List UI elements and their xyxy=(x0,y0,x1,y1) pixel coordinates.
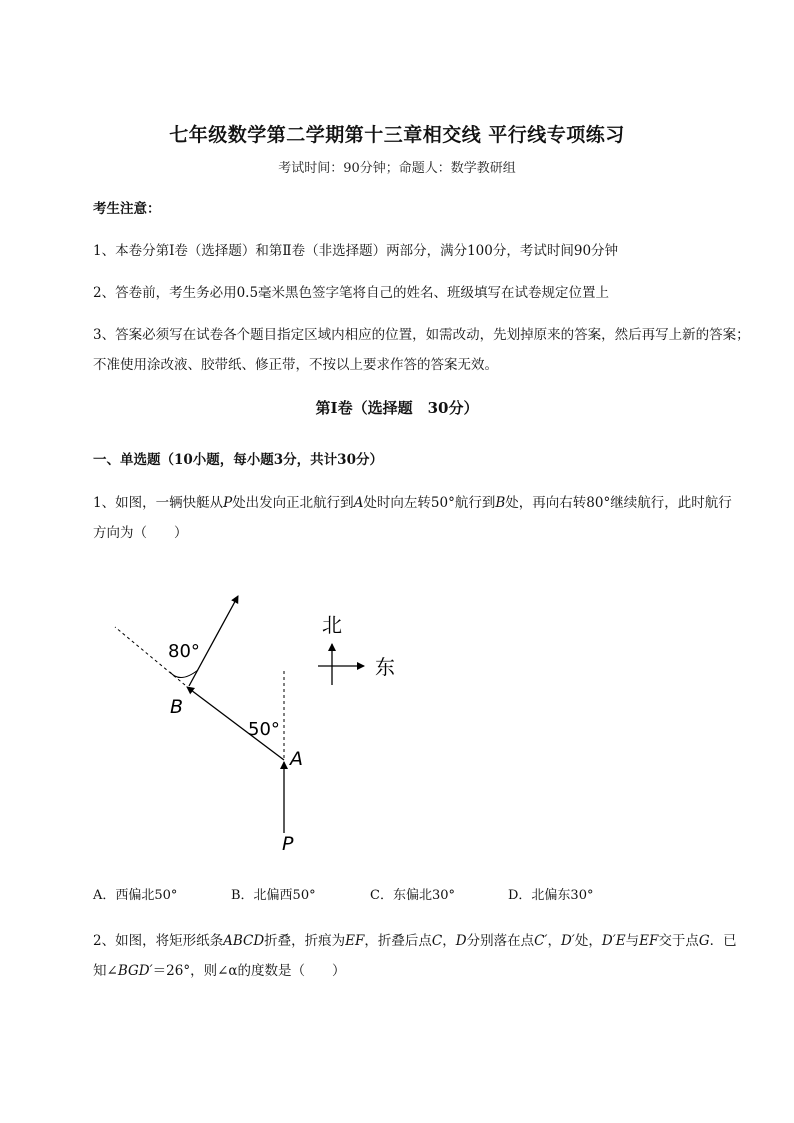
q2-text: 处， xyxy=(574,933,602,949)
option-a[interactable]: A．西偏北50° xyxy=(93,888,178,903)
q2-text: 分别落在点 xyxy=(466,933,535,949)
option-b[interactable]: B．北偏西50° xyxy=(231,888,316,903)
point-p-label: P xyxy=(282,833,294,855)
q1-text: 1、如图，一辆快艇从 xyxy=(93,495,224,511)
question-2-text xyxy=(93,926,741,986)
point-b-label: B xyxy=(170,696,184,718)
notice-item-2: 2、答卷前，考生务必用0.5毫米黑色签字笔将自己的姓名、班级填写在试卷规定位置上 xyxy=(93,285,610,301)
q2-var: EF xyxy=(345,933,365,949)
part-heading: 一、单选题（10小题，每小题3分，共计30分） xyxy=(93,452,383,468)
q2-text: ， xyxy=(547,933,561,949)
question-1-figure xyxy=(100,580,420,860)
q2-text: 2、如图，将矩形纸条 xyxy=(93,933,224,949)
q2-text: 与 xyxy=(625,933,640,949)
q2-text: ．已知∠ xyxy=(93,933,737,979)
question-1-text xyxy=(93,488,741,548)
q1-text: 处，再向右转80°继续航行，此时航行方向为（ ） xyxy=(93,495,732,541)
q1-var-p: P xyxy=(223,495,233,511)
page-title: 七年级数学第二学期第十三章相交线 平行线专项练习 xyxy=(169,124,625,146)
notice-heading: 考生注意： xyxy=(93,201,161,217)
q2-var: D′E xyxy=(601,933,626,949)
angle-80-label: 80° xyxy=(168,641,200,662)
q2-text: 折叠，折痕为 xyxy=(264,933,346,949)
q2-var: ABCD xyxy=(223,933,265,949)
q2-var: D′ xyxy=(560,933,575,949)
q2-var: G xyxy=(698,933,710,949)
q2-var: C xyxy=(431,933,443,949)
point-a-label: A xyxy=(290,748,303,770)
section-title: 第I卷（选择题 30分） xyxy=(315,399,479,417)
q2-text: ， xyxy=(442,933,456,949)
notice-item-1: 1、本卷分第I卷（选择题）和第Ⅱ卷（非选择题）两部分，满分100分，考试时间90分钟 xyxy=(93,243,619,259)
option-d[interactable]: D．北偏东30° xyxy=(508,888,594,903)
compass-east-label: 东 xyxy=(375,655,395,679)
q1-text: 处出发向正北航行到 xyxy=(232,495,354,511)
q2-text: 交于点 xyxy=(658,933,699,949)
q2-text: ＝26°，则∠α的度数是（ ） xyxy=(152,963,346,979)
angle-50-label: 50° xyxy=(248,719,280,740)
q1-var-b: B xyxy=(495,495,506,511)
q2-var: D xyxy=(455,933,467,949)
exam-info: 考试时间：90分钟；命题人：数学教研组 xyxy=(278,161,516,176)
q1-text: 处时向左转50°航行到 xyxy=(363,495,496,511)
q2-var: EF xyxy=(639,933,659,949)
q1-var-a: A xyxy=(353,495,364,511)
notice-item-3: 3、答案必须写在试卷各个题目指定区域内相应的位置，如需改动，先划掉原来的答案，然后再写上新的答案；不准使用涂改液、胶带纸、修正带，不按以上要求作答的答案无效。 xyxy=(93,327,750,373)
option-c[interactable]: C．东偏北30° xyxy=(370,888,455,903)
q2-text: ，折叠后点 xyxy=(364,933,432,949)
compass-north-label: 北 xyxy=(322,613,342,637)
q2-var: C′ xyxy=(534,933,548,949)
q2-var: BGD′ xyxy=(117,963,153,979)
